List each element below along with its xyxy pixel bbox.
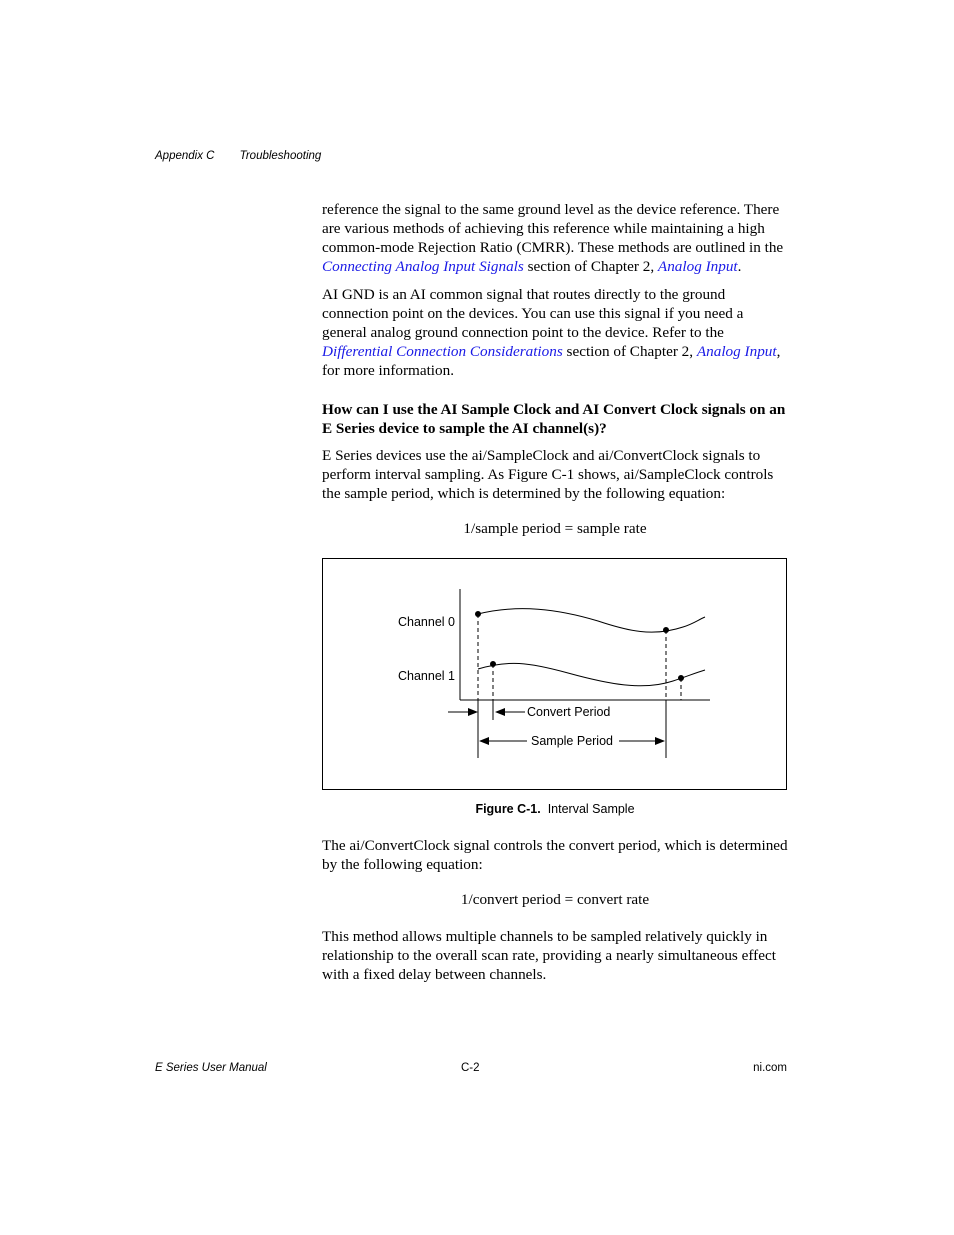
main-content (322, 200, 788, 993)
sample-period-label: Sample Period (531, 734, 613, 748)
channel-0-waveform (478, 609, 705, 632)
sample-arrow-left-head (479, 737, 489, 745)
convert-arrow-right-head (495, 708, 505, 716)
header-title: Troubleshooting (239, 150, 322, 162)
link-analog-input[interactable]: Analog Input (657, 258, 738, 275)
equation-convert-rate: 1/convert period = convert rate (460, 891, 650, 908)
channel-1-label: Channel 1 (398, 669, 455, 683)
timing-diagram (323, 559, 786, 789)
figure-title: Interval Sample (547, 802, 635, 816)
channel-0-label: Channel 0 (398, 615, 455, 629)
paragraph-4: The ai/ConvertClock signal controls the convert period, which is determined by the following equation: (322, 837, 788, 873)
link-differential-connection-considerations[interactable]: Differential Connection Considerations (322, 343, 563, 360)
header-section: Appendix C (155, 150, 215, 162)
paragraph-1: reference the signal to the same ground level as the device reference. There are various methods of achieving this reference while maintaining a high common-mode Rejection Ratio (CMRR). These methods are outlined in the Connecting Analog Input Signals section of Chapter 2, Analog Input. (322, 201, 784, 275)
link-analog-input-2[interactable]: Analog Input (696, 343, 777, 360)
paragraph-2: AI GND is an AI common signal that routes directly to the ground connection point on the devices. You can use this signal if you need a general analog ground connection point to the device. Refer to the Differential Connection Considerations section of Chapter 2, Analog Input, for more information. (322, 286, 781, 379)
convert-period-label: Convert Period (527, 705, 611, 719)
page-footer (155, 1062, 787, 1078)
figure-number: Figure C-1. (475, 802, 541, 816)
paragraph-3: E Series devices use the ai/SampleClock and ai/ConvertClock signals to perform interval sampling. As Figure C-1 shows, ai/SampleClock controls the sample period, which is determined by the following equation: (322, 447, 774, 502)
link-connecting-analog-input-signals[interactable]: Connecting Analog Input Signals (322, 258, 524, 275)
convert-arrow-left-head (468, 708, 478, 716)
channel-1-waveform (478, 663, 705, 685)
footer-website: ni.com (753, 1062, 787, 1074)
question-heading: How can I use the AI Sample Clock and AI Convert Clock signals on an E Series device to sample the AI channel(s)? (322, 401, 786, 437)
figure-caption (322, 800, 788, 819)
interval-sample-figure (322, 558, 787, 790)
sample-arrow-right-head (655, 737, 665, 745)
paragraph-5: This method allows multiple channels to be sampled relatively quickly in relationship to the overall scan rate, providing a nearly simultaneous effect with a fixed delay between channels. (322, 928, 776, 983)
footer-page-number: C-2 (461, 1062, 480, 1074)
footer-manual-title: E Series User Manual (155, 1062, 267, 1074)
page-header (155, 150, 321, 162)
equation-sample-rate: 1/sample period = sample rate (463, 520, 647, 537)
